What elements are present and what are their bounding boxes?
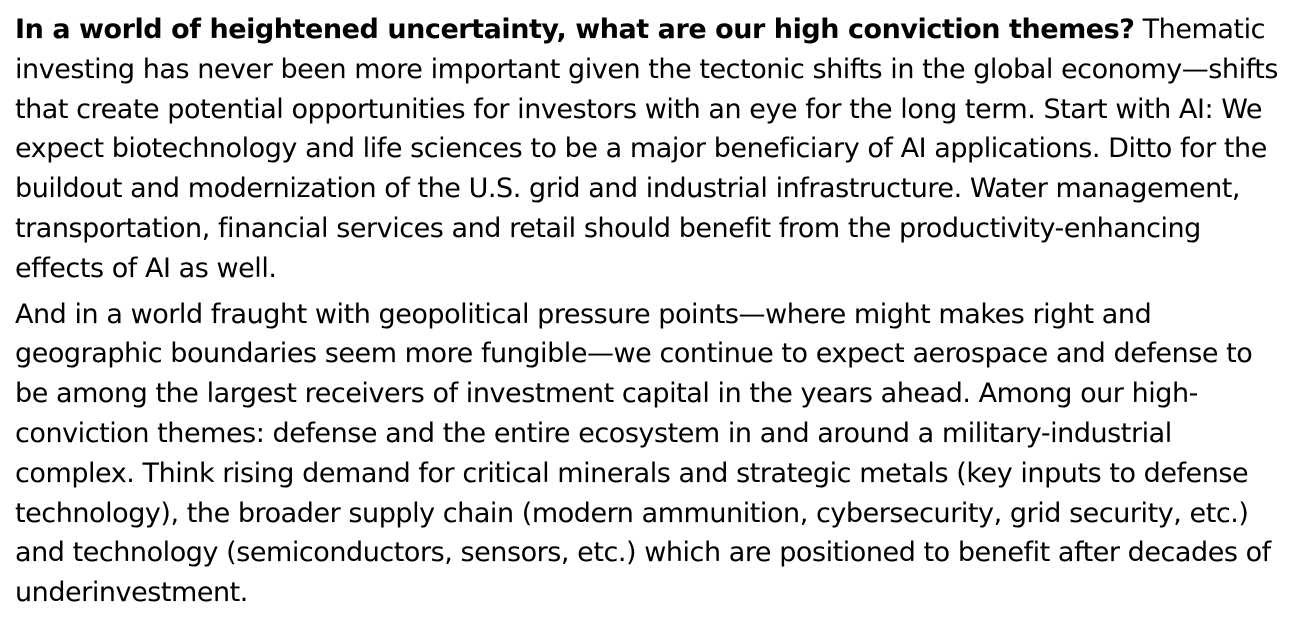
paragraph-defense-themes-text: And in a world fraught with geopolitical pressure points—where might makes right and geographic boundaries seem more fungible—we continue to expect aerospace and defense to be among the largest receivers of investment capital in the years ahead. Among our high-conviction themes: defense and the entire ecosystem in and around a military-industrial complex. Think rising demand for critical minerals and strategic metals (key inputs to defense technology), the broader supply chain (modern ammunition, cybersecurity, grid security, etc.) and technology (semiconductors, sensors, etc.) which are positioned to benefit after decades of underinvestment. <box>15 298 1271 609</box>
paragraph-ai-themes <box>15 10 1290 289</box>
paragraph-ai-themes-text: Thematic investing has never been more important given the tectonic shifts in the global economy—shifts that create potential opportunities for investors with an eye for the long term. Start with AI: We expect biotechnology and life sciences to be a major beneficiary of AI applications. Ditto for the buildout and modernization of the U.S. grid and industrial infrastructure. Water management, transportation, financial services and retail should benefit from the productivity-enhancing effects of AI as well. <box>15 14 1278 284</box>
paragraph-lead-heading: In a world of heightened uncertainty, what are our high conviction themes? <box>15 14 1135 45</box>
paragraph-defense-themes <box>15 295 1290 613</box>
